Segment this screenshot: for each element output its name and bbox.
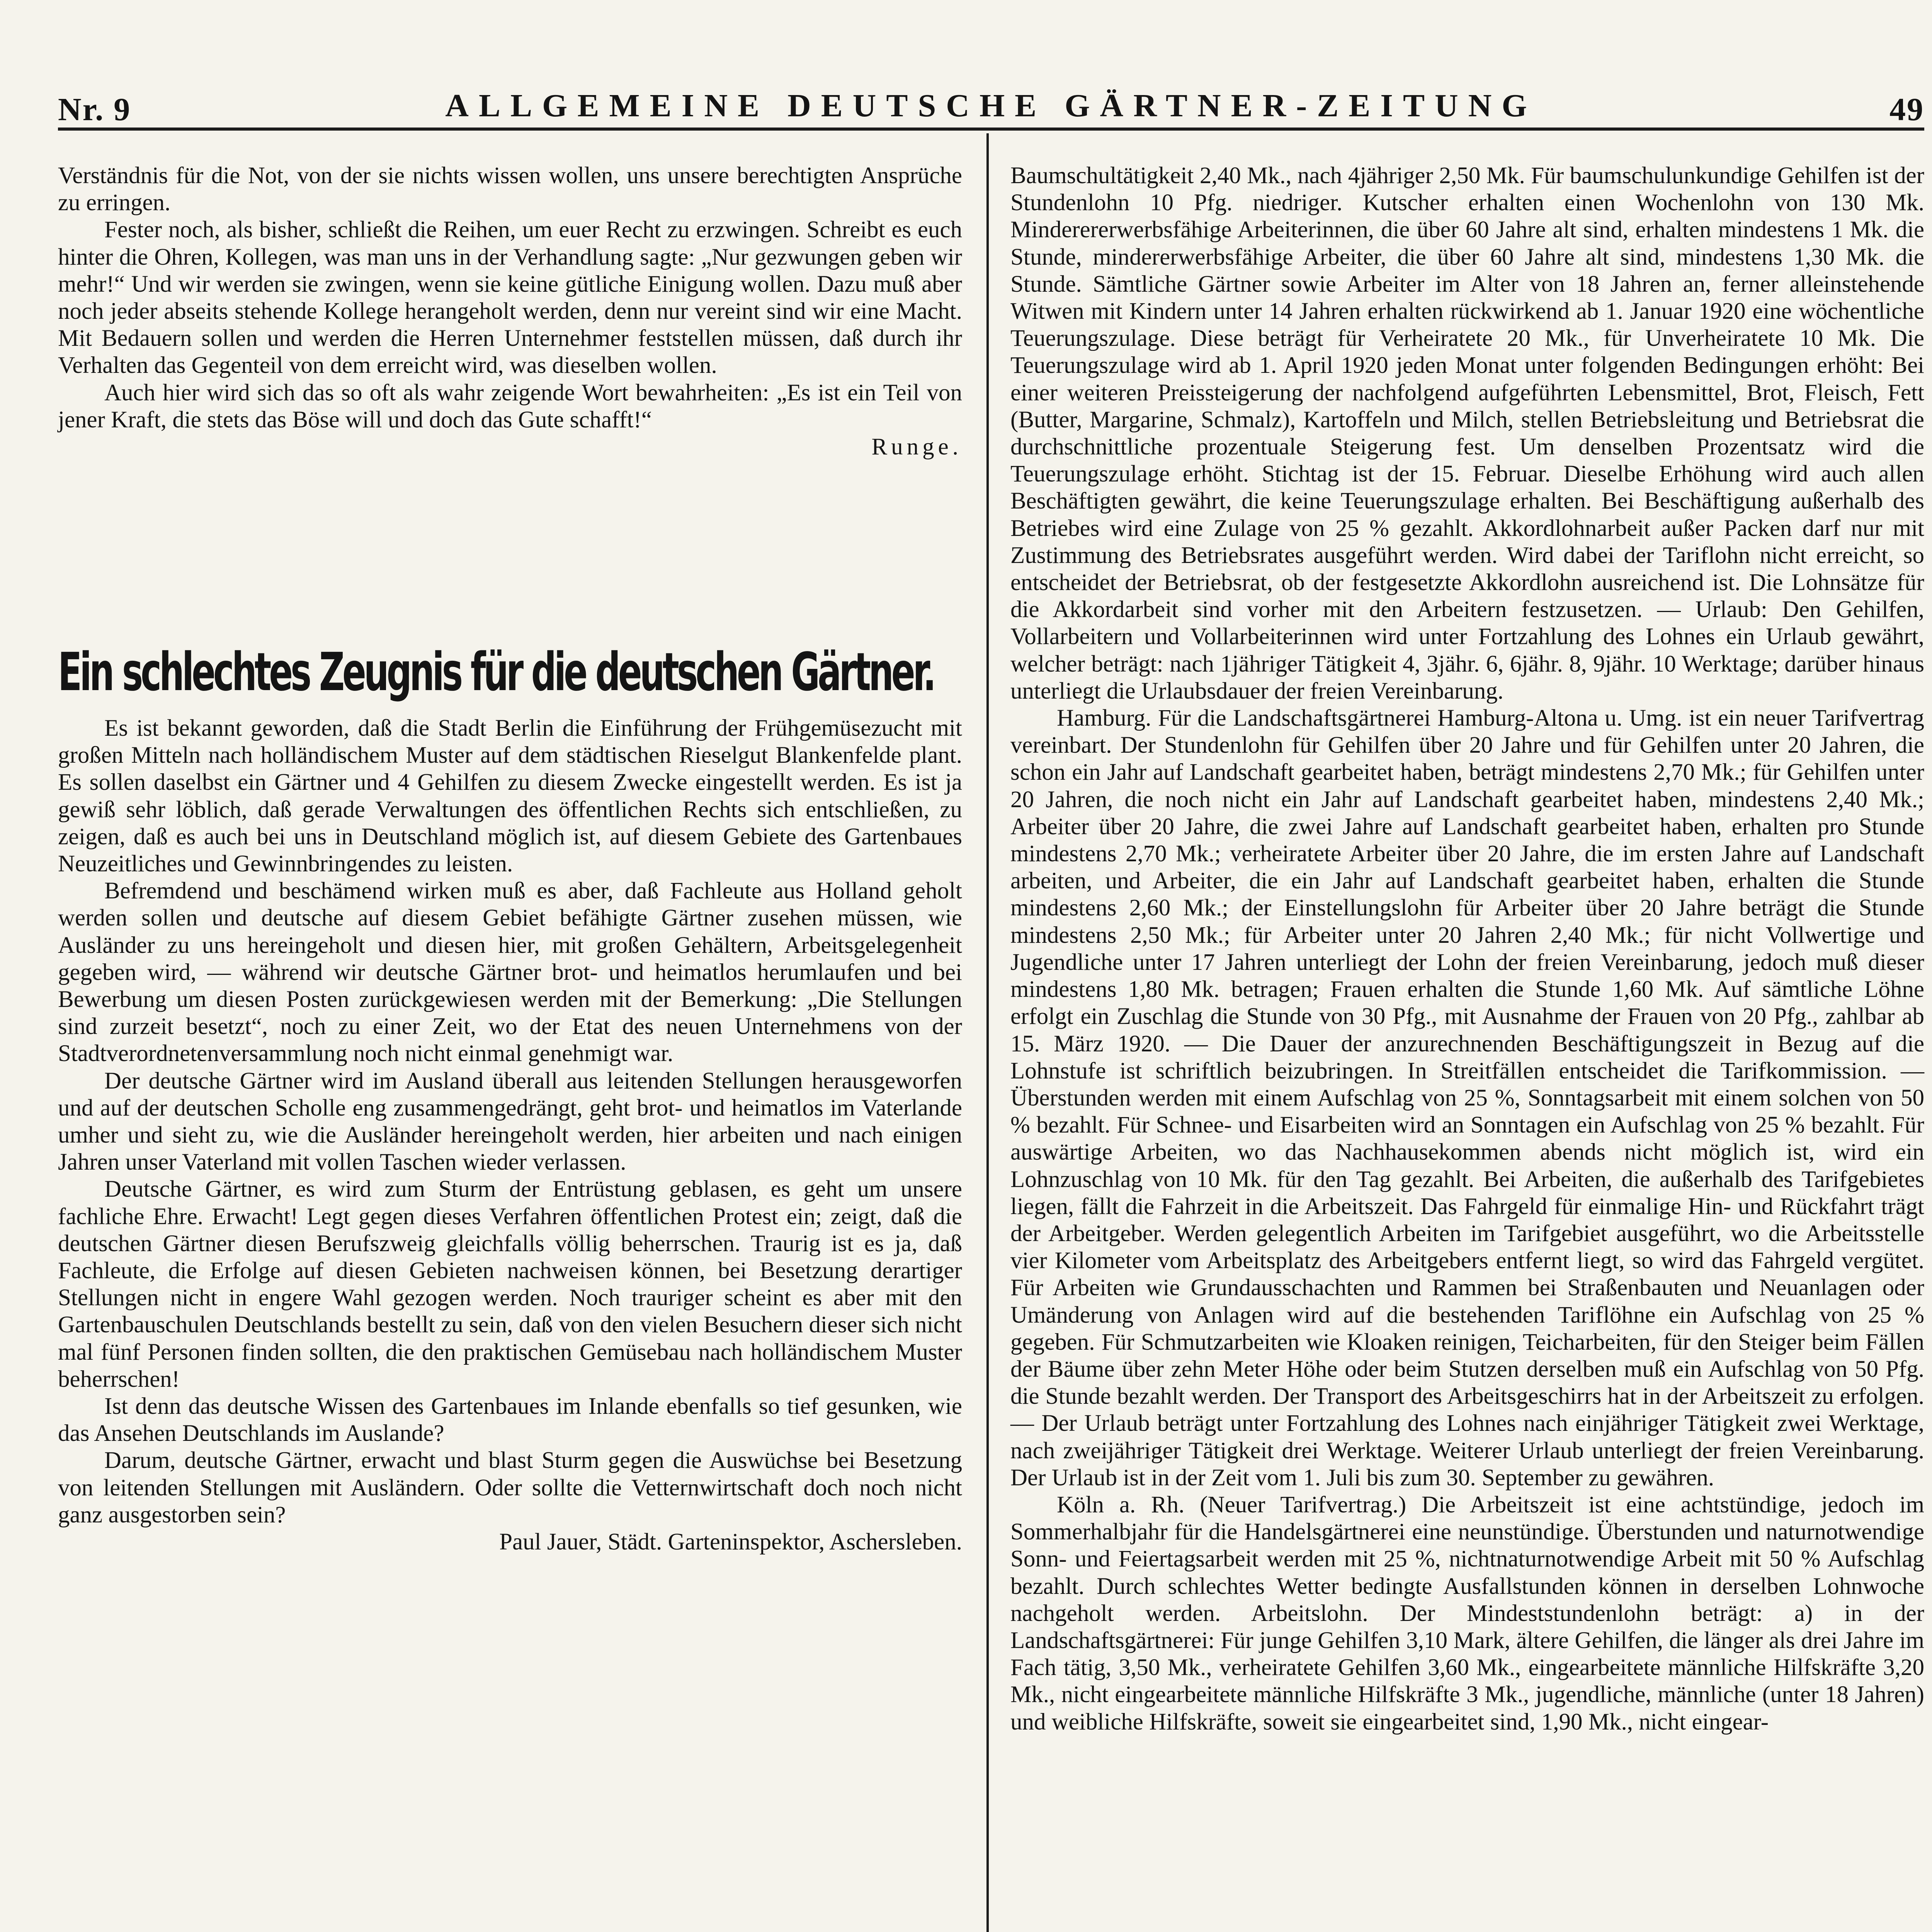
headline-zeugnis: Ein schlechtes Zeugnis für die deutschen Gärtner.	[58, 642, 934, 703]
paragraph: Ist denn das deutsche Wissen des Gartenbaues im Inlande ebenfalls so tief gesunken, wie das Ansehen Deutschlands im Auslande?	[58, 1393, 962, 1447]
right-column	[1010, 162, 1924, 1736]
paragraph: Köln a. Rh. (Neuer Tarifvertrag.) Die Arbeitszeit ist eine achtstündige, jedoch im Sommerhalbjahr für die Handelsgärtnerei eine neunstündige. Überstunden und naturnotwendige Sonn- und Feiertagsarbeit werden mit 25 %, nichtnaturnotwendige Arbeit mit 50 % Aufschlag bezahlt. Durch schlechtes Wetter bedingte Ausfallstunden können in derselben Lohnwoche nachgeholt werden. Arbeitslohn. Der Mindeststundenlohn beträgt: a) in der Landschaftsgärtnerei: Für junge Gehilfen 3,10 Mark, ältere Gehilfen, die länger als drei Jahre im Fach tätig, 3,50 Mk., verheiratete Gehilfen 3,60 Mk., eingearbeitete männliche Hilfskräfte 3,20 Mk., nicht eingearbeitete männliche Hilfskräfte 3 Mk., jugendliche, männliche (unter 18 Jahren) und weibliche Hilfskräfte, soweit sie eingearbeitet sind, 1,90 Mk., nicht eingear-	[1010, 1492, 1924, 1735]
signature: Runge.	[871, 434, 962, 460]
paragraph: Hamburg. Für die Landschaftsgärtnerei Hamburg-Altona u. Umg. ist ein neuer Tarifvertrag vereinbart. Der Stundenlohn für Gehilfen über 20 Jahre und für Gehilfen unter 20 Jahren, die schon ein Jahr auf Landschaft gearbeitet haben, beträgt mindestens 2,70 Mk.; für Gehilfen unter 20 Jahren, die noch nicht ein Jahr auf Landschaft gearbeitet haben, mindestens 2,40 Mk.; Arbeiter über 20 Jahre, die zwei Jahre auf Landschaft gearbeitet haben, erhalten pro Stunde mindestens 2,70 Mk.; verheiratete Arbeiter über 20 Jahre, die im ersten Jahre auf Landschaft arbeiten, und Arbeiter, die ein Jahr auf Landschaft gearbeitet haben, erhalten die Stunde mindestens 2,60 Mk.; der Einstellungslohn für Arbeiter über 20 Jahre beträgt die Stunde mindestens 2,50 Mk.; für Arbeiter unter 20 Jahren 2,40 Mk.; für nicht Vollwertige und Jugendliche unter 17 Jahren unterliegt der Lohn der freien Vereinbarung, jedoch muß dieser mindestens 1,80 Mk. betragen; Frauen erhalten die Stunde 1,60 Mk. Auf sämtliche Löhne erfolgt ein Zuschlag die Stunde von 30 Pfg., mit Ausnahme der Frauen von 20 Pfg., zahlbar ab 15. März 1920. — Die Dauer der anzurechnenden Beschäftigungszeit in Bezug auf die Lohnstufe ist schriftlich beizubringen. In Streitfällen entscheidet die Tarifkommission. — Überstunden werden mit einem Aufschlag von 25 %, Sonntagsarbeit mit einem solchen von 50 % bezahlt. Für Schnee- und Eisarbeiten wird an Sonntagen ein Aufschlag von 25 % bezahlt. Für auswärtige Arbeiten, wo das Nachhausekommen abends nicht möglich ist, wird ein Lohnzuschlag von 10 Mk. für den Tag gezahlt. Bei Arbeiten, die außerhalb des Tarifgebietes liegen, fällt die Fahrzeit in die Arbeitszeit. Das Fahrgeld für einmalige Hin- und Rückfahrt trägt der Arbeitgeber. Werden gelegentlich Arbeiten im Tarifgebiet ausgeführt, wo die Arbeitsstelle vier Kilometer vom Arbeitsplatz des Arbeitgebers entfernt liegt, so wird das Fahrgeld vergütet. Für Arbeiten wie Grundausschachten und Rammen bei Straßenbauten und Neuanlagen oder Umänderung von Anlagen wird auf die bestehenden Tariflöhne ein Aufschlag von 25 % gegeben. Für Schmutzarbeiten wie Kloaken reinigen, Teicharbeiten, für den Steiger beim Fällen der Bäume über zehn Meter Höhe oder beim Stutzen derselben muß ein Aufschlag von 50 Pfg. die Stunde bezahlt werden. Der Transport des Arbeitsgeschirrs hat in der Arbeitszeit zu erfolgen. — Der Urlaub beträgt unter Fortzahlung des Lohnes nach einjähriger Tätigkeit zwei Werktage, nach zweijähriger Tätigkeit drei Werktage. Weiterer Urlaub unterliegt der freien Vereinbarung. Der Urlaub ist in der Zeit vom 1. Juli bis zum 30. September zu gewähren.	[1010, 705, 1924, 1491]
paragraph: Baumschultätigkeit 2,40 Mk., nach 4jähriger 2,50 Mk. Für baumschulunkundige Gehilfen ist der Stundenlohn 10 Pfg. niedriger. Kutscher erhalten einen Wochenlohn von 130 Mk. Minderererwerbsfähige Arbeiterinnen, die über 60 Jahre alt sind, erhalten mindestens 1 Mk. die Stunde, mindererwerbsfähige Arbeiter, die über 60 Jahre alt sind, mindestens 1,30 Mk. die Stunde. Sämtliche Gärtner sowie Arbeiter im Alter von 18 Jahren an, ferner alleinstehende Witwen mit Kindern unter 14 Jahren erhalten rückwirkend ab 1. Januar 1920 eine wöchentliche Teuerungszulage. Diese beträgt für Verheiratete 20 Mk., für Unverheiratete 10 Mk. Die Teuerungszulage wird ab 1. April 1920 jeden Monat unter folgenden Bedingungen erhöht: Bei einer weiteren Preissteigerung der nachfolgend aufgeführten Lebensmittel, Brot, Fleisch, Fett (Butter, Margarine, Schmalz), Kartoffeln und Milch, stellen Betriebsleitung und Betriebsrat die durchschnittliche prozentuale Steigerung fest. Um denselben Prozentsatz wird die Teuerungszulage erhöht. Stichtag ist der 15. Februar. Dieselbe Erhöhung wird auch allen Beschäftigten gewährt, die keine Teuerungszulage erhalten. Bei Beschäftigung außerhalb des Betriebes wird eine Zulage von 25 % gezahlt. Akkordlohnarbeit außer Packen darf nur mit Zustimmung des Betriebsrates ausgeführt werden. Wird dabei der Tariflohn nicht erreicht, so entscheidet der Betriebsrat, ob der festgesetzte Akkordlohn ausreichend ist. Die Lohnsätze für die Akkordarbeit sind vorher mit den Arbeitern festzusetzen. — Urlaub: Den Gehilfen, Vollarbeitern und Vollarbeiterinnen wird unter Fortzahlung des Lohnes ein Urlaub gewährt, welcher beträgt: nach 1jähriger Tätigkeit 4, 3jähr. 6, 6jähr. 8, 9jähr. 10 Werktage; darüber hinaus unterliegt die Urlaubsdauer der freien Vereinbarung.	[1010, 163, 1924, 704]
paragraph: Befremdend und beschämend wirken muß es aber, daß Fachleute aus Holland geholt werden sollen und deutsche auf diesem Gebiet befähigte Gärtner zusehen müssen, wie Ausländer zu uns hereingeholt und diesen hier, mit großen Gehältern, Arbeitsgelegenheit gegeben wird, — während wir deutsche Gärtner brot- und heimatlos herumlaufen und bei Bewerbung um diesen Posten zurückgewiesen werden mit der Bemerkung: „Die Stellungen sind zurzeit besetzt“, noch zu einer Zeit, wo der Etat des neuen Unternehmens von der Stadtverordnetenversammlung noch nicht einmal genehmigt war.	[58, 878, 962, 1067]
paragraph: Es ist bekannt geworden, daß die Stadt Berlin die Einführung der Frühgemüsezucht mit großen Mitteln nach holländischem Muster auf dem städtischen Rieselgut Blankenfelde plant. Es sollen daselbst ein Gärtner und 4 Gehilfen zu diesem Zwecke eingestellt werden. Es ist ja gewiß sehr löblich, daß gerade Verwaltungen des öffentlichen Rechts sich entschließen, zu zeigen, daß es auch bei uns in Deutschland möglich ist, auf diesem Gebiete des Gartenbaues Neuzeitliches und Gewinnbringendes zu leisten.	[58, 715, 962, 877]
paragraph: Der deutsche Gärtner wird im Ausland überall aus leitenden Stellungen herausgeworfen und auf der deutschen Scholle eng zusammengedrängt, geht brot- und heimatlos im Vaterlande umher und sieht zu, wie die Ausländer hereingeholt werden, hier arbeiten und nach einigen Jahren unser Vaterland mit vollen Taschen wieder verlassen.	[58, 1068, 962, 1175]
paragraph: Darum, deutsche Gärtner, erwacht und blast Sturm gegen die Auswüchse bei Besetzung von leitenden Stellungen mit Ausländern. Oder sollte die Vetternwirtschaft doch noch nicht ganz ausgestorben sein?	[58, 1447, 962, 1528]
paragraph: Deutsche Gärtner, es wird zum Sturm der Entrüstung geblasen, es geht um unsere fachliche Ehre. Erwacht! Legt gegen dieses Verfahren öffentlichen Protest ein; zeigt, daß die deutschen Gärtner diesen Berufszweig gleichfalls völlig beherrschen. Traurig ist es ja, daß Fachleute, die Erfolge auf diesen Gebieten nachweisen können, bei Besetzung derartiger Stellungen nicht in engere Wahl gezogen werden. Noch trauriger scheint es aber mit den Gartenbauschulen Deutschlands bestellt zu sein, daß von den vielen Besuchern dieser sich nicht mal fünf Personen finden sollten, die den praktischen Gemüsebau nach holländischem Muster beherrschen!	[58, 1176, 962, 1392]
issue-number: Nr. 9	[58, 92, 131, 128]
column-divider	[986, 133, 989, 1932]
author-signature: Paul Jauer, Städt. Garteninspektor, Aschersleben.	[499, 1529, 962, 1555]
header-rule	[58, 128, 1924, 131]
page-number: 49	[1889, 92, 1924, 128]
paragraph: Fester noch, als bisher, schließt die Reihen, um euer Recht zu erzwingen. Schreibt es euch hinter die Ohren, Kollegen, was man uns in der Verhandlung sagte: „Nur gezwungen geben wir mehr!“ Und wir werden sie zwingen, wenn sie keine gütliche Einigung wollen. Dazu muß aber noch jeder abseits stehende Kollege herangeholt werden, denn nur vereint sind wir eine Macht. Mit Bedauern sollen und werden die Herren Unternehmer feststellen müssen, daß durch ihr Verhalten das Gegenteil von dem erreicht wird, was dieselben wollen.	[58, 217, 962, 379]
paragraph: Verständnis für die Not, von der sie nichts wissen wollen, uns unsere berechtigten Ansprüche zu erringen.	[58, 163, 962, 216]
article-zeugnis	[58, 715, 962, 1556]
page-header	[58, 83, 1924, 129]
left-intro	[58, 162, 962, 461]
newspaper-title: ALLGEMEINE DEUTSCHE GÄRTNER-ZEITUNG	[445, 88, 1537, 124]
paragraph: Auch hier wird sich das so oft als wahr zeigende Wort bewahrheiten: „Es ist ein Teil von jener Kraft, die stets das Böse will und doch das Gute schafft!“	[58, 379, 962, 433]
